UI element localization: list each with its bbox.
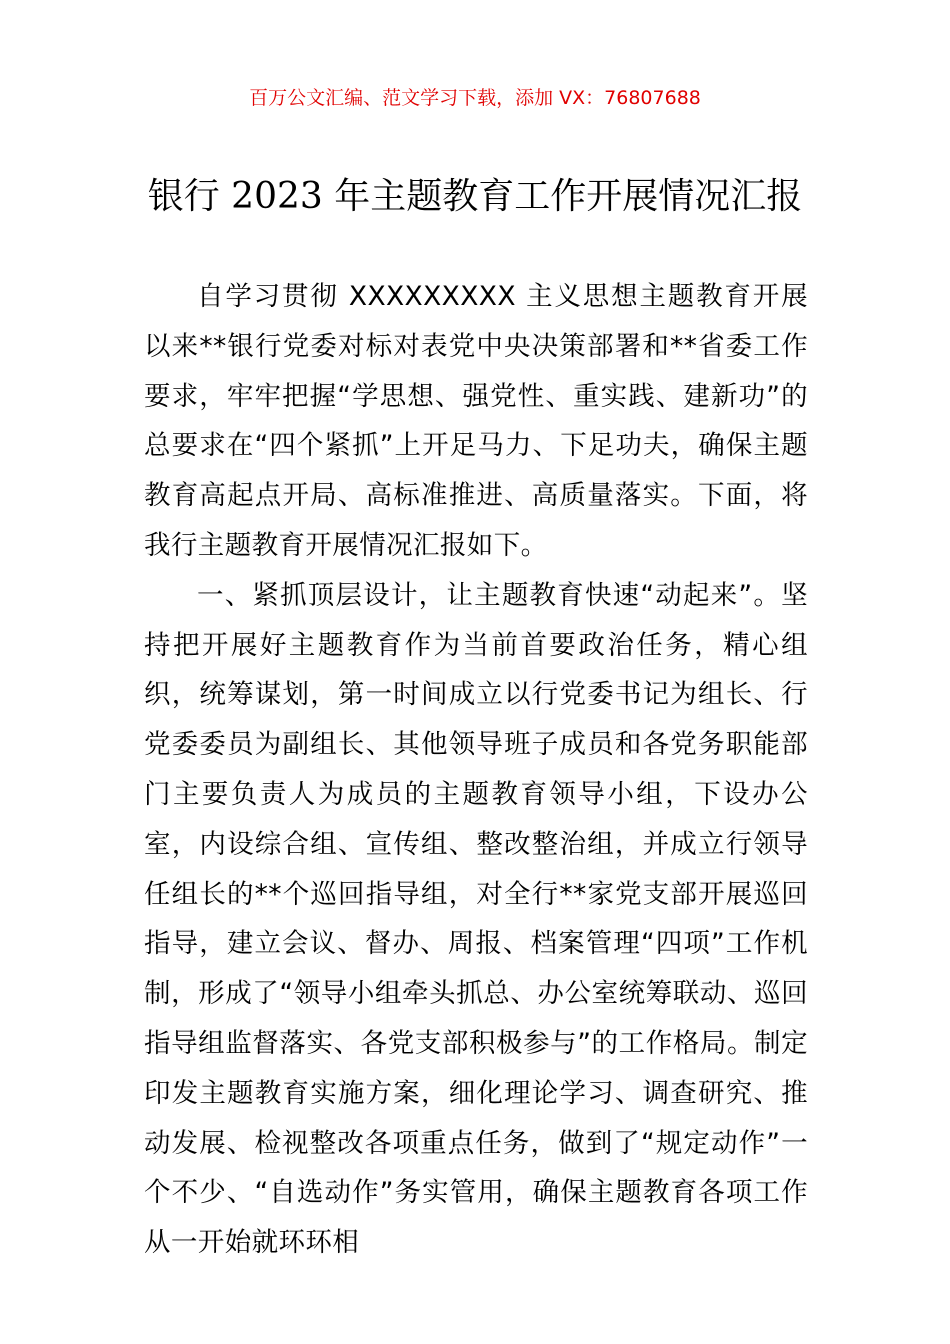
document-title: 银行 2023 年主题教育工作开展情况汇报 [147, 176, 803, 217]
paragraph-intro: 自学习贯彻 XXXXXXXXX 主义思想主题教育开展以来**银行党委对标对表党中央决策部署和**省委工作要求，牢牢把握“学思想、强党性、重实践、建新功”的总要求在“四个紧抓”上开足马力、下足功夫，确保主题教育高起点开局、高标准推进、高质量落实。下面，将我行主题教育开展情况汇报如下。 [144, 281, 808, 561]
watermark-header: 百万公文汇编、范文学习下载，添加 VX：76807688 [249, 87, 701, 109]
paragraph-section-one: 一、紧抓顶层设计，让主题教育快速“动起来”。坚持把开展好主题教育作为当前首要政治任务，精心组织，统筹谋划，第一时间成立以行党委书记为组长、行党委委员为副组长、其他领导班子成员和各党务职能部门主要负责人为成员的主题教育领导小组，下设办公室，内设综合组、宣传组、整改整治组，并成立行领导任组长的**个巡回指导组，对全行**家党支部开展巡回指导，建立会议、督办、周报、档案管理“四项”工作机制，形成了“领导小组牵头抓总、办公室统筹联动、巡回指导组监督落实、各党支部积极参与”的工作格局。制定印发主题教育实施方案，细化理论学习、调查研究、推动发展、检视整改各项重点任务，做到了“规定动作”一个不少、“自选动作”务实管用，确保主题教育各项工作从一开始就环环相 [144, 579, 808, 1259]
document-body [144, 272, 808, 1268]
